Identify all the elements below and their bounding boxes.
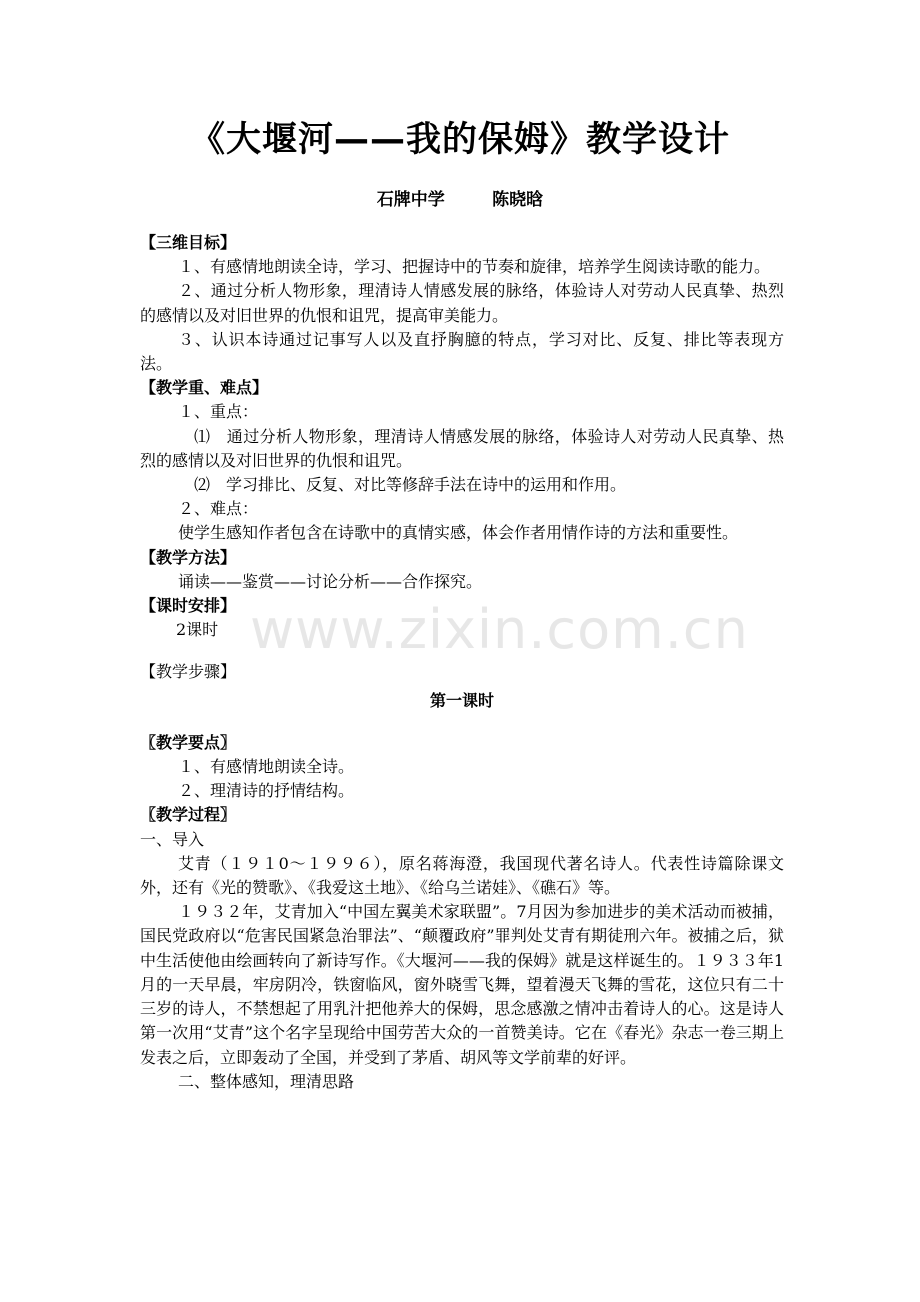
- points-heading: 〖教学要点〗: [140, 732, 237, 752]
- document-body: [140, 231, 784, 1094]
- point-1: １、有感情地朗读全诗。: [178, 757, 355, 777]
- goal-1: １、有感情地朗读全诗，学习、把握诗中的节奏和旋律，培养学生阅读诗歌的能力。: [178, 257, 771, 277]
- key-point-1: ⑴ 通过分析人物形象，理清诗人情感发展的脉络，体验诗人对劳动人民真挚、热烈的感情以及对旧世界的仇恨和诅咒。: [140, 426, 784, 470]
- goals-heading: 【三维目标】: [140, 233, 237, 252]
- point-2: ２、理清诗的抒情结构。: [178, 781, 355, 801]
- difficulty-text: 使学生感知作者包含在诗歌中的真情实感，体会作者用情作诗的方法和重要性。: [178, 523, 739, 543]
- time-heading: 【课时安排】: [140, 596, 237, 616]
- intro-heading: 一、导入: [140, 829, 205, 849]
- author-school: 石牌中学: [376, 190, 445, 210]
- method-text: 诵读——鉴赏——讨论分析——合作探究。: [178, 571, 483, 591]
- watermark: www.zixin.com.cn: [250, 598, 749, 661]
- intro-paragraph-2: １９３２年，艾青加入“中国左翼美术家联盟”。7月因为参加进步的美术活动而被捕，国民党政府以“危害民国紧急治罪法”、“颠覆政府”罪判处艾青有期徒刑六年。被捕之后，狱中生活使他由绘画转向了新诗写作。《大堰河——我的保姆》就是这样诞生的。１９３３年1月的一天早晨，牢房阴冷，铁窗临风，窗外晓雪飞舞，望着漫天飞舞的雪花，这位只有二十三岁的诗人，不禁想起了用乳汁把他养大的保姆，思念感激之情冲击着诗人的心。这是诗人第一次用“艾青”这个名字呈现给中国劳苦大众的一首赞美诗。它在《春光》杂志一卷三期上发表之后，立即轰动了全国，并受到了茅盾、胡风等文学前辈的好评。: [140, 902, 784, 1067]
- difficulty-label: ２、难点：: [178, 499, 259, 519]
- process-heading: 〖教学过程〗: [140, 805, 237, 825]
- author-line: [0, 185, 920, 210]
- author-name: 陈晓晗: [492, 190, 544, 210]
- method-heading: 【教学方法】: [140, 547, 237, 567]
- lesson-heading: 第一课时: [429, 690, 494, 710]
- goal-2: ２、通过分析人物形象，理清诗人情感发展的脉络，体验诗人对劳动人民真挚、热烈的感情以及对旧世界的仇恨和诅咒，提高审美能力。: [140, 281, 784, 325]
- overall-heading: 二、整体感知，理清思路: [178, 1071, 355, 1091]
- goal-3: ３、认识本诗通过记事写人以及直抒胸臆的特点，学习对比、反复、排比等表现方法。: [140, 329, 784, 374]
- time-text: 2课时: [176, 620, 219, 640]
- key-point-label: １、重点：: [178, 402, 259, 422]
- key-heading: 【教学重、难点】: [140, 378, 269, 398]
- intro-paragraph-1: 艾青（１９１0～１９９６），原名蒋海澄，我国现代著名诗人。代表性诗篇除课文外，还有《光的赞歌》、《我爱这土地》、《给乌兰诺娃》、《礁石》等。: [140, 853, 784, 898]
- key-point-2: ⑵ 学习排比、反复、对比等修辞手法在诗中的运用和作用。: [194, 475, 627, 495]
- document-title: 《大堰河——我的保姆》教学设计: [189, 120, 730, 160]
- steps-heading: 【教学步骤】: [140, 662, 237, 682]
